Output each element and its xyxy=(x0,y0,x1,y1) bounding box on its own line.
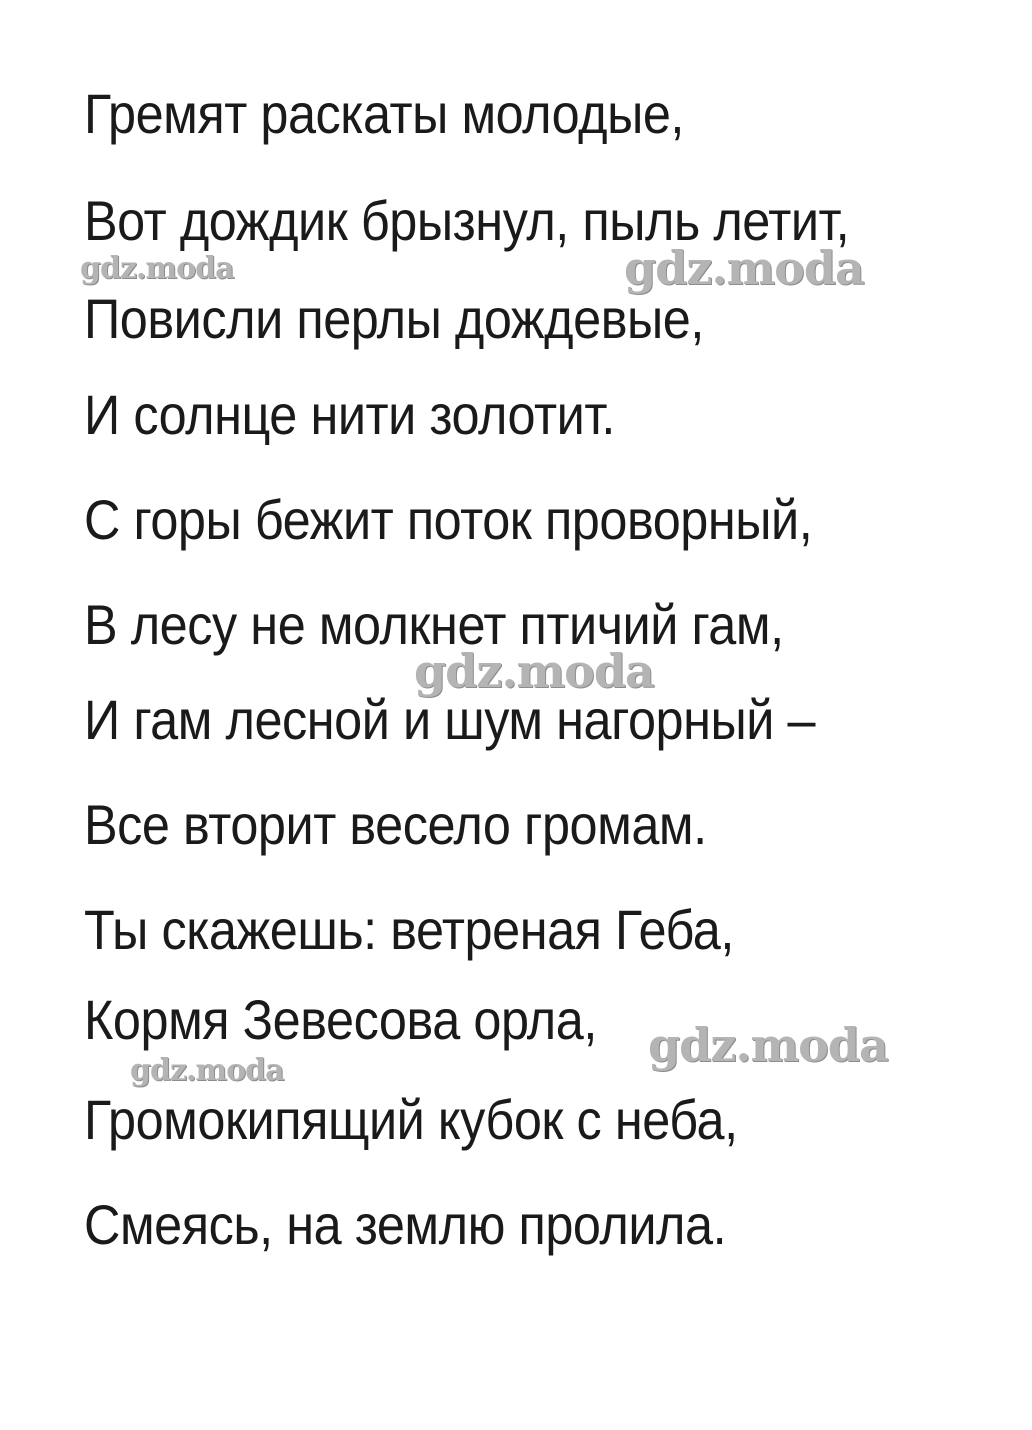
poem-line: И солнце нити золотит. xyxy=(84,383,615,446)
watermark: gdz.moda xyxy=(130,1053,284,1088)
poem-line: Повисли перлы дождевые, xyxy=(84,287,704,350)
watermark: gdz.moda xyxy=(624,241,864,295)
watermark: gdz.moda xyxy=(80,251,234,286)
watermark: gdz.moda xyxy=(414,644,654,698)
watermark: gdz.moda xyxy=(648,1018,888,1072)
poem-line: И гам лесной и шум нагорный – xyxy=(84,688,816,751)
poem-line: Гремят раскаты молодые, xyxy=(84,82,684,145)
poem-line: Все вторит весело громам. xyxy=(84,793,707,856)
poem-line: Громокипящий кубок с неба, xyxy=(84,1088,738,1151)
poem-line: Ты скажешь: ветреная Геба, xyxy=(84,898,734,961)
poem-line: Кормя Зевесова орла, xyxy=(84,988,597,1051)
poem-line: Смеясь, на землю пролила. xyxy=(84,1193,727,1256)
poem-line: В лесу не молкнет птичий гам, xyxy=(84,593,784,656)
poem-line: Вот дождик брызнул, пыль летит, xyxy=(84,189,850,252)
poem-line: С горы бежит поток проворный, xyxy=(84,488,813,551)
